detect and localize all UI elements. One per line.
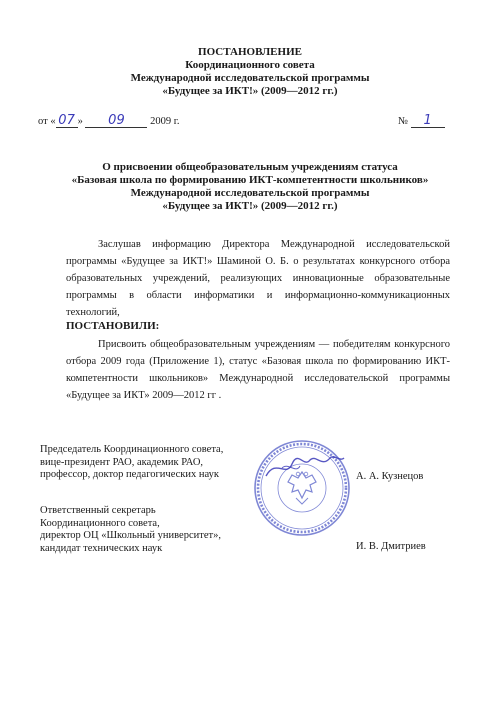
number-label: № bbox=[398, 116, 409, 127]
subject-line-1: О присвоении общеобразовательным учреждениям статуса bbox=[102, 161, 398, 173]
secretary-name: И. В. Дмитриев bbox=[356, 541, 426, 552]
chair-line-2: вице-президент РАО, академик РАО, bbox=[40, 456, 204, 468]
body-paragraph-1 bbox=[66, 236, 450, 321]
subject-line-2: «Базовая школа по формированию ИКТ-компетентности школьников» bbox=[71, 174, 429, 186]
number-value: 1 bbox=[411, 115, 445, 128]
chair-line-1: Председатель Координационного совета, bbox=[40, 444, 224, 455]
document-number bbox=[398, 115, 445, 128]
official-seal-stamp bbox=[252, 438, 352, 538]
header-line-1: Координационного совета bbox=[185, 59, 315, 71]
subject-line-3: Международной исследовательской программы bbox=[130, 187, 370, 199]
date-prefix: от « bbox=[38, 116, 56, 127]
document-title: ПОСТАНОВЛЕНИЕ bbox=[198, 46, 302, 58]
date-mid: » bbox=[77, 116, 83, 127]
paragraph-text: Присвоить общеобразовательным учреждениям — победителям конкурсного отбора 2009 года (Приложение 1), статус «Базовая школа по формированию ИКТ-компетентности школьников» Международной исследовательской программы «Будущее за ИКТ» 2009—2012 гг . bbox=[66, 339, 450, 401]
paragraph-text: Заслушав информацию Директора Международной исследовательской программы «Будущее за ИКТ!» Шаминой О. Б. о результатах конкурсного отбора образовательных учреждений, реализующих инновационные образовательные программы в области информатики и информационно-коммуникационных технологий, bbox=[66, 239, 450, 318]
date-month: 09 bbox=[85, 115, 147, 128]
date-line bbox=[38, 115, 179, 128]
secretary-line-1: Ответственный секретарь bbox=[40, 505, 156, 516]
header-line-3: «Будущее за ИКТ!» (2009—2012 гг.) bbox=[162, 85, 338, 97]
chair-position bbox=[40, 444, 223, 482]
secretary-line-3: директор ОЦ «Школьный университет», bbox=[40, 530, 221, 541]
body-paragraph-2 bbox=[66, 336, 450, 404]
date-day: 07 bbox=[56, 115, 78, 128]
decided-label: ПОСТАНОВИЛИ: bbox=[66, 320, 160, 332]
secretary-line-2: Координационного совета, bbox=[40, 517, 160, 529]
date-year: 2009 г. bbox=[150, 116, 180, 127]
subject-line-4: «Будущее за ИКТ!» (2009—2012 гг.) bbox=[162, 200, 338, 212]
secretary-position bbox=[40, 505, 221, 555]
chair-line-3: профессор, доктор педагогических наук bbox=[40, 469, 219, 480]
header-line-2: Международной исследовательской программы bbox=[130, 72, 370, 84]
chair-name: А. А. Кузнецов bbox=[356, 471, 424, 482]
secretary-line-4: кандидат технических наук bbox=[40, 542, 163, 554]
